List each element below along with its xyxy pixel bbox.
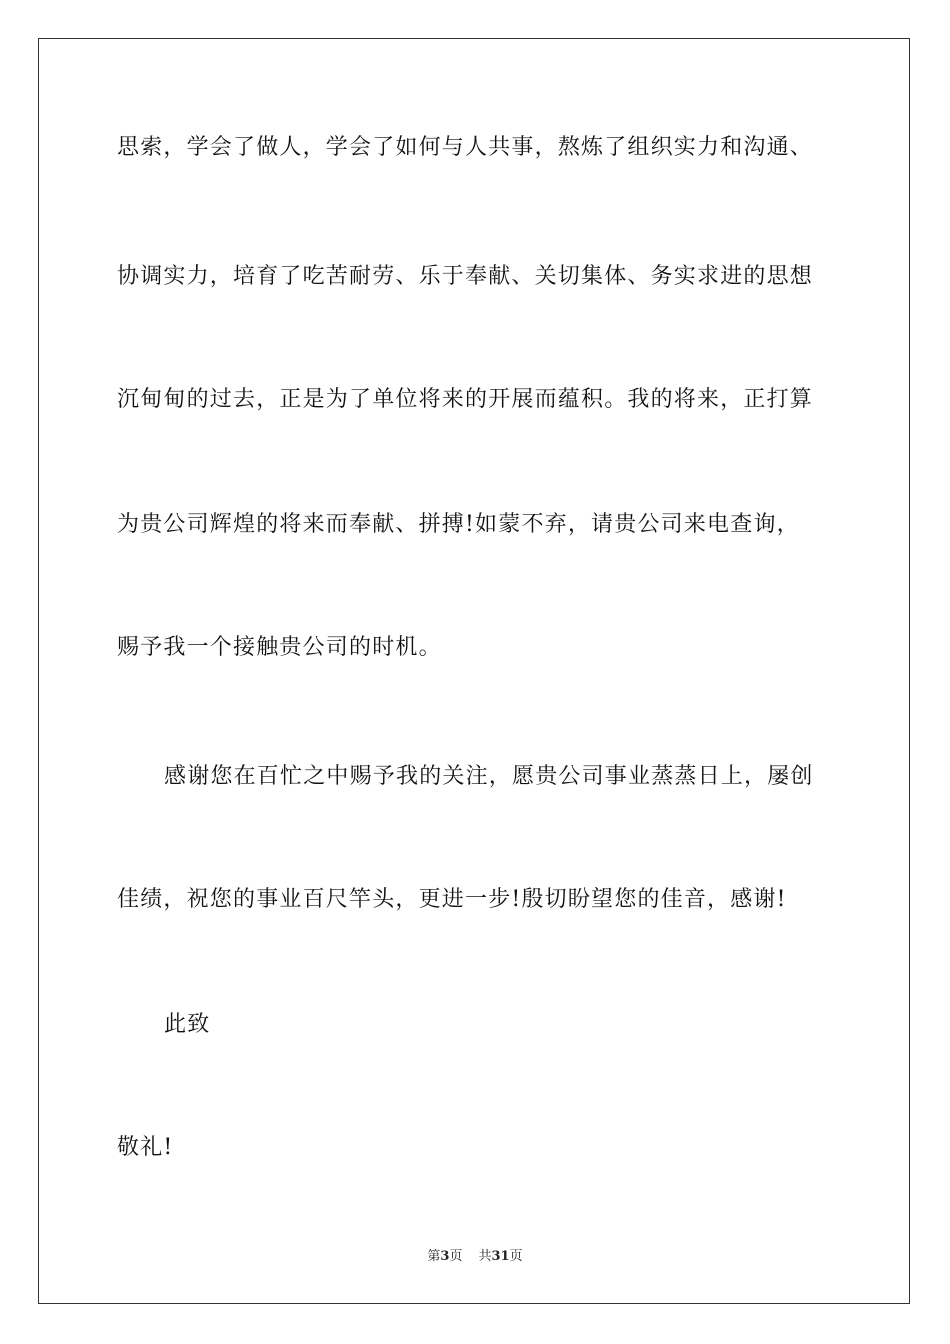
total-pages: 31 [491, 1249, 510, 1264]
paragraph-line-1: 思索，学会了做人，学会了如何与人共事，熬炼了组织实力和沟通、 [117, 135, 814, 160]
closing-salutation: 此致 [164, 1012, 211, 1037]
page-number: 3 [440, 1249, 450, 1264]
paragraph-line-2: 协调实力，培育了吃苦耐劳、乐于奉献、关切集体、务实求进的思想 [117, 264, 814, 289]
total-suffix: 页 [509, 1249, 523, 1264]
page-suffix: 页 [449, 1249, 463, 1264]
total-prefix: 共 [478, 1249, 492, 1264]
page-footer [0, 1248, 950, 1266]
paragraph-line-3: 沉甸甸的过去，正是为了单位将来的开展而蕴积。我的将来，正打算 [117, 387, 814, 412]
thanks-paragraph-line-1: 感谢您在百忙之中赐予我的关注，愿贵公司事业蒸蒸日上，屡创 [164, 764, 814, 789]
paragraph-line-4: 为贵公司辉煌的将来而奉献、拼搏!如蒙不弃，请贵公司来电查询， [117, 512, 800, 537]
paragraph-line-5: 赐予我一个接触贵公司的时机。 [117, 635, 442, 660]
closing-regards: 敬礼! [117, 1135, 174, 1160]
thanks-paragraph-line-2: 佳绩，祝您的事业百尺竿头，更进一步!殷切盼望您的佳音，感谢! [117, 887, 787, 912]
page-frame [38, 38, 910, 1304]
page-prefix: 第 [427, 1249, 441, 1264]
